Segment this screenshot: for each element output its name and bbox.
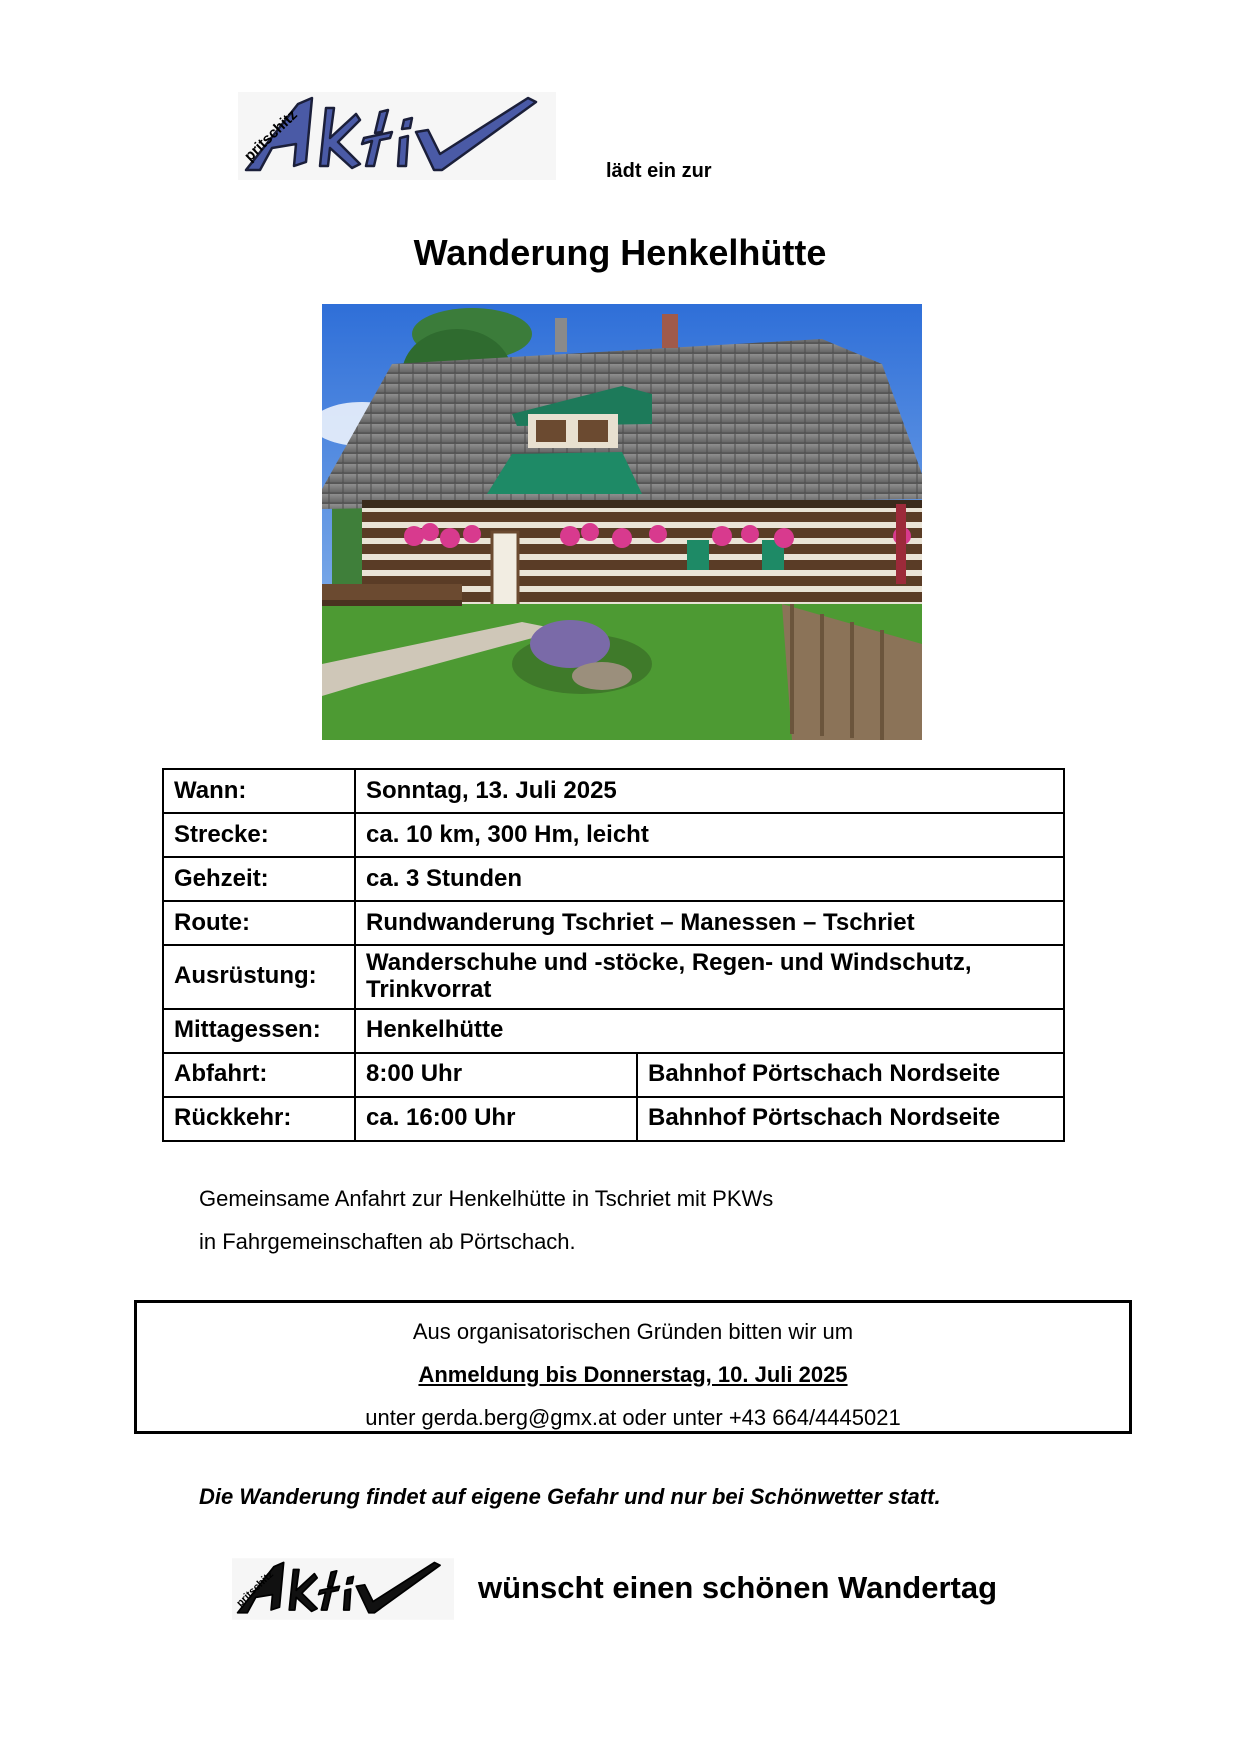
logo-small-text: pritschitz: [234, 1569, 276, 1610]
carpool-note-line2: in Fahrgemeinschaften ab Pörtschach.: [199, 1229, 576, 1254]
pritschitz-aktiv-logo: [238, 92, 556, 180]
table-row: [163, 857, 1064, 901]
hut-photo: [322, 304, 922, 740]
row-value: Rundwanderung Tschriet – Manessen – Tschriet: [355, 901, 1064, 945]
table-row: [163, 901, 1064, 945]
row-label: Route:: [163, 901, 355, 945]
registration-intro: Aus organisatorischen Gründen bitten wir um: [412, 1319, 854, 1344]
row-place: Bahnhof Pörtschach Nordseite: [637, 1053, 1064, 1097]
registration-deadline: Anmeldung bis Donnerstag, 10. Juli 2025: [418, 1362, 848, 1387]
row-value: Sonntag, 13. Juli 2025: [355, 769, 1064, 813]
table-row: [163, 945, 1064, 1009]
row-value: ca. 16:00 Uhr: [355, 1097, 637, 1141]
event-details-table: [162, 768, 1065, 1142]
row-label: Abfahrt:: [163, 1053, 355, 1097]
row-label: Mittagessen:: [163, 1009, 355, 1053]
carpool-note-line1: Gemeinsame Anfahrt zur Henkelhütte in Tschriet mit PKWs: [199, 1186, 774, 1211]
row-value: ca. 10 km, 300 Hm, leicht: [355, 813, 1064, 857]
registration-box: [134, 1300, 1132, 1434]
row-label: Strecke:: [163, 813, 355, 857]
row-label: Gehzeit:: [163, 857, 355, 901]
row-value: Henkelhütte: [355, 1009, 1064, 1053]
closing-wish: wünscht einen schönen Wandertag: [478, 1570, 998, 1605]
row-value: 8:00 Uhr: [355, 1053, 637, 1097]
page-title: Wanderung Henkelhütte: [413, 232, 827, 273]
logo-small-text: pritschitz: [240, 106, 301, 165]
row-label: Ausrüstung:: [163, 945, 355, 1009]
invite-text: lädt ein zur: [606, 160, 712, 182]
row-value: Wanderschuhe und -stöcke, Regen- und Windschutz, Trinkvorrat: [355, 945, 1064, 1009]
row-label: Wann:: [163, 769, 355, 813]
row-place: Bahnhof Pörtschach Nordseite: [637, 1097, 1064, 1141]
table-row: [163, 1009, 1064, 1053]
row-value: ca. 3 Stunden: [355, 857, 1064, 901]
pritschitz-aktiv-logo-footer: [232, 1556, 454, 1622]
table-row: [163, 1097, 1064, 1141]
row-label: Rückkehr:: [163, 1097, 355, 1141]
registration-contact: unter gerda.berg@gmx.at oder unter +43 664/4445021: [365, 1405, 901, 1430]
table-row: [163, 769, 1064, 813]
table-row: [163, 1053, 1064, 1097]
disclaimer-text: Die Wanderung findet auf eigene Gefahr und nur bei Schönwetter statt.: [199, 1484, 941, 1509]
table-row: [163, 813, 1064, 857]
